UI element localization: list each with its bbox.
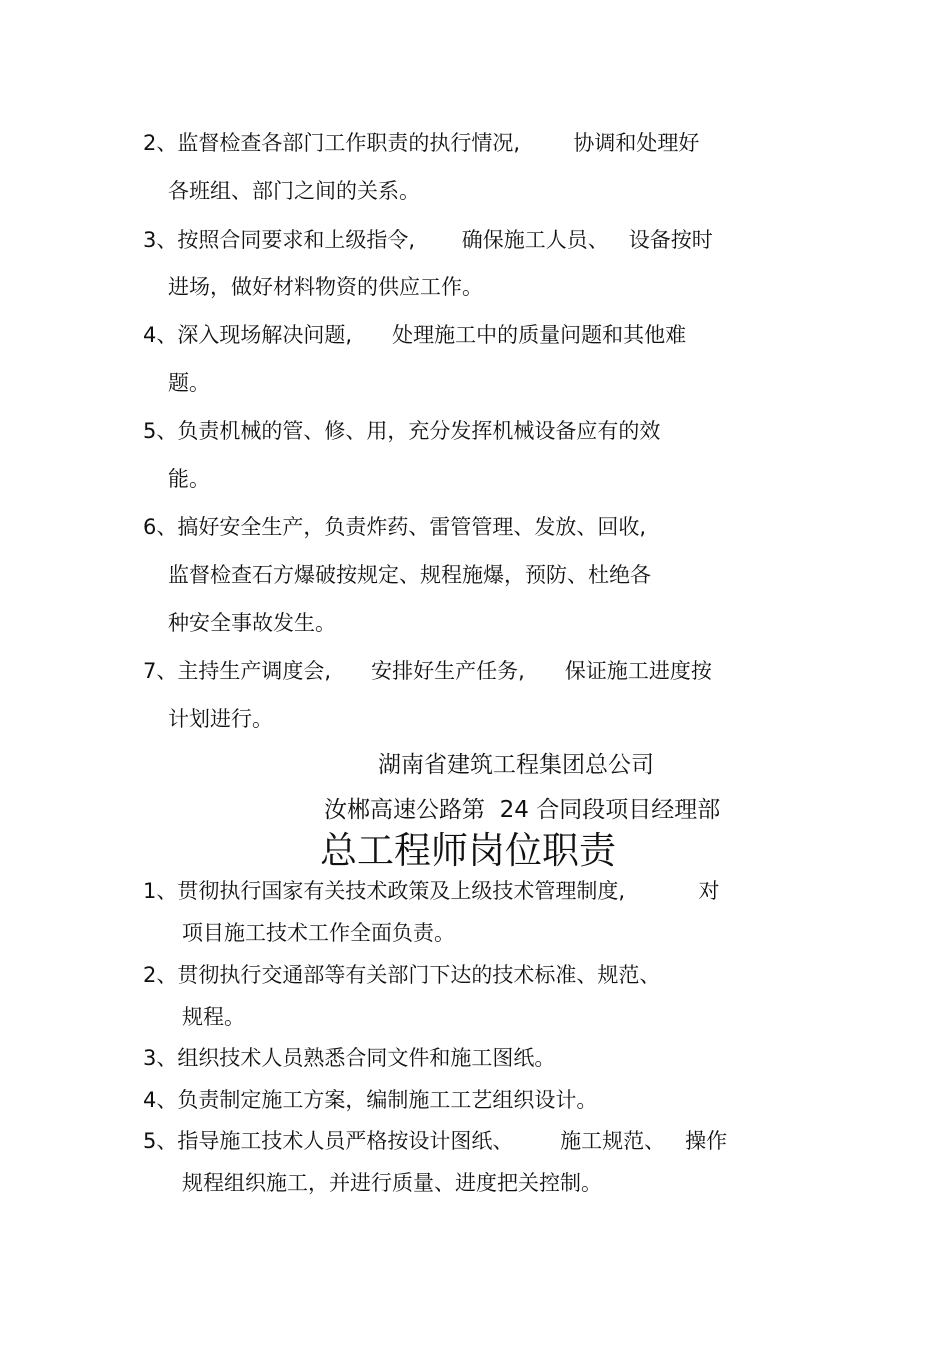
item-3-line-1: 3、按照合同要求和上级指令, 确保施工人员、 设备按时: [143, 228, 713, 252]
item-6-line-1: 6、搞好安全生产，负责炸药、雷管管理、发放、回收,: [143, 515, 647, 539]
page-title: 总工程师岗位职责: [320, 829, 616, 872]
engineer-item-4-line-1: 4、负责制定施工方案，编制施工工艺组织设计。: [143, 1088, 598, 1112]
item-7-line-1: 7、主持生产调度会, 安排好生产任务, 保证施工进度按: [143, 659, 712, 683]
item-6-line-2: 监督检查石方爆破按规定、规程施爆，预防、杜绝各: [168, 563, 651, 587]
department-name: 汝郴高速公路第 24 合同段项目经理部: [324, 797, 721, 823]
engineer-item-1-line-1: 1、贯彻执行国家有关技术政策及上级技术管理制度, 对: [143, 879, 720, 903]
engineer-item-2-line-1: 2、贯彻执行交通部等有关部门下达的技术标准、规范、: [143, 963, 661, 987]
item-5-line-2: 能。: [168, 467, 210, 491]
item-5-line-1: 5、负责机械的管、修、用，充分发挥机械设备应有的效: [143, 419, 661, 443]
item-3-line-2: 进场，做好材料物资的供应工作。: [168, 275, 483, 299]
engineer-item-3-line-1: 3、组织技术人员熟悉合同文件和施工图纸。: [143, 1046, 556, 1070]
company-name: 湖南省建筑工程集团总公司: [378, 752, 654, 778]
item-6-line-3: 种安全事故发生。: [168, 611, 336, 635]
item-4-line-1: 4、深入现场解决问题, 处理施工中的质量问题和其他难: [143, 323, 687, 347]
engineer-item-5-line-1: 5、指导施工技术人员严格按设计图纸、 施工规范、 操作: [143, 1129, 728, 1153]
engineer-item-5-line-2: 规程组织施工，并进行质量、进度把关控制。: [182, 1171, 602, 1195]
engineer-item-1-line-2: 项目施工技术工作全面负责。: [182, 921, 455, 945]
item-7-line-2: 计划进行。: [168, 707, 273, 731]
item-4-line-2: 题。: [168, 371, 210, 395]
engineer-item-2-line-2: 规程。: [182, 1005, 245, 1029]
item-2-line-2: 各班组、部门之间的关系。: [168, 179, 420, 203]
item-2-line-1: 2、监督检查各部门工作职责的执行情况, 协调和处理好: [143, 131, 700, 155]
